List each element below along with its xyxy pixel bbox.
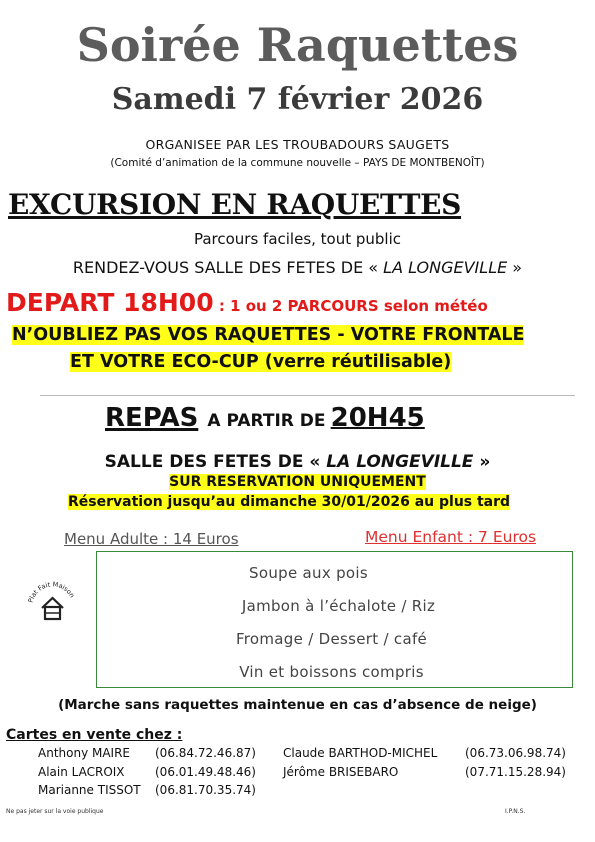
adult-menu-price: Menu Adulte : 14 Euros [64,530,239,548]
reservation-line [0,474,595,490]
menu-box [96,551,573,688]
tickets-heading: Cartes en vente chez : [6,727,183,743]
hall-suffix: » [473,452,491,472]
meeting-prefix: RENDEZ-VOUS SALLE DES FETES DE « [72,258,384,277]
departure-time: DEPART 18H00 [6,288,214,317]
seller-name: Alain LACROIX [38,765,125,779]
menu-item-soup: Soupe aux pois [249,564,368,582]
meeting-place: LA LONGEVILLE [383,258,508,277]
seller-phone: (06.73.06.98.74) [465,746,566,760]
child-menu-price: Menu Enfant : 7 Euros [365,528,537,546]
menu-item-wine: Vin et boissons compris [239,663,424,681]
house-icon [25,575,80,630]
hall-place: LA LONGEVILLE [326,452,474,472]
meeting-suffix: » [507,258,523,277]
departure-line [6,288,595,317]
meal-heading: REPAS [105,403,199,433]
reminder-text-1: N’OUBLIEZ PAS VOS RAQUETTES - VOTRE FRONTALE [12,325,525,345]
footer-left-note: Ne pas jeter sur la voie publique [6,808,104,815]
reservation-text: SUR RESERVATION UNIQUEMENT [169,474,426,490]
reminder-text-2: ET VOTRE ECO-CUP (verre réutilisable) [70,352,452,372]
section-divider [40,395,575,396]
footer-right-note: I.P.N.S. [505,808,526,815]
menu-item-cheese: Fromage / Dessert / café [235,630,428,648]
deadline-line [68,494,510,510]
seller-name: Marianne TISSOT [38,783,141,797]
weather-note: : 1 ou 2 PARCOURS selon météo [213,297,488,315]
meal-from: A PARTIR DE [207,411,326,431]
seller-name: Claude BARTHOD-MICHEL [283,746,438,760]
meal-time: 20H45 [330,403,425,433]
walk-note: (Marche sans raquettes maintenue en cas d’absence de neige) [58,697,537,713]
homemade-logo [25,575,80,630]
seller-name: Anthony MAIRE [38,746,131,760]
reminder-line-1 [12,325,524,345]
committee-line: (Comité d’animation de la commune nouvelle – PAYS DE MONTBENOÎT) [110,157,485,169]
excursion-heading: EXCURSION EN RAQUETTES [8,188,462,221]
seller-name: Jérôme BRISEBARO [283,765,399,779]
seller-phone: (06.01.49.48.46) [155,765,256,779]
deadline-text: Réservation jusqu’au dimanche 30/01/2026 au plus tard [68,494,511,510]
meal-heading-line [105,403,425,433]
seller-phone: (06.81.70.35.74) [155,783,256,797]
seller-phone: (07.71.15.28.94) [465,765,566,779]
menu-item-ham: Jambon à l’échalote / Riz [241,597,436,615]
organiser-line: ORGANISEE PAR LES TROUBADOURS SAUGETS [145,137,450,152]
logo-text: Plat Fait Maison [26,580,77,604]
event-date: Samedi 7 février 2026 [111,82,484,117]
reminder-line-2 [70,352,451,372]
event-title: Soirée Raquettes [76,18,519,72]
seller-phone: (06.84.72.46.87) [155,746,256,760]
hall-prefix: SALLE DES FETES DE « [104,452,327,472]
courses-line: Parcours faciles, tout public [193,230,402,248]
meeting-line [0,258,595,277]
hall-line [0,452,595,472]
